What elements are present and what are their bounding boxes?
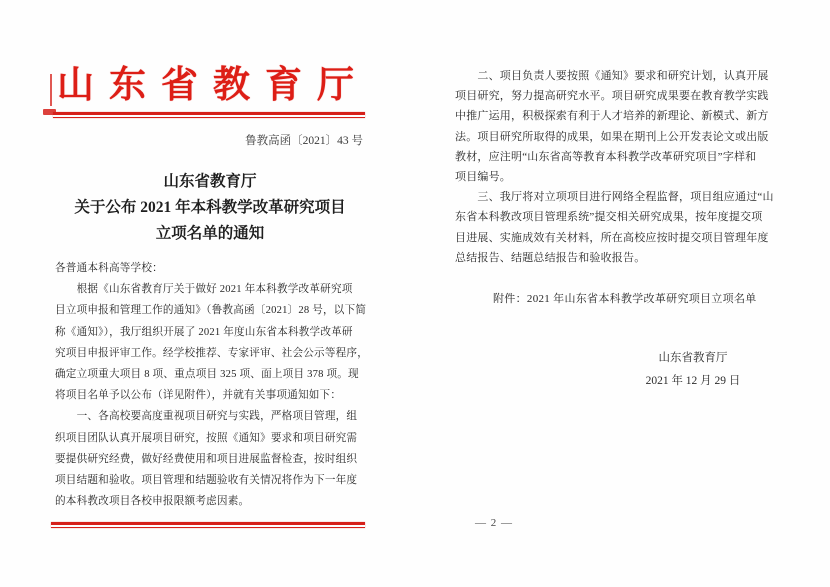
body-line: 总结报告、结题总结报告和验收报告。 xyxy=(455,251,646,264)
document-number: 鲁教高函〔2021〕43 号 xyxy=(245,135,363,147)
body-line: 二、项目负责人要按照《通知》要求和研究计划，认真开展 xyxy=(455,70,769,82)
page-number: — 2 — xyxy=(475,517,513,529)
body-line: 项目研究，努力提高研究水平。项目研究成果要在教育教学实践 xyxy=(455,90,769,103)
page-2 xyxy=(455,0,795,587)
body-line: 根据《山东省教育厅关于做好 2021 年本科教学改革研究项 xyxy=(55,284,353,296)
body-line: 的本科教改项目各校申报限额考虑因素。 xyxy=(55,496,250,508)
document-title-line-1: 山东省教育厅 xyxy=(163,173,257,190)
page-1 xyxy=(55,0,369,587)
body-line: 称《通知》），我厅组织开展了 2021 年度山东省本科教学改革研 xyxy=(55,326,353,338)
letterhead-double-rule xyxy=(53,112,365,118)
scan-artifact-line xyxy=(50,74,52,106)
body-line: 要提供研究经费，做好经费使用和项目进展监督检查，按时组织 xyxy=(55,453,358,465)
document-title xyxy=(45,169,375,247)
page-1-body xyxy=(55,258,369,512)
salutation: 各普通本科高等学校： xyxy=(55,263,163,274)
body-line: 教材，应注明“山东省高等教育本科教学改革研究项目”字样和 xyxy=(455,150,757,163)
signature-agency: 山东省教育厅 xyxy=(658,352,728,364)
signature-date: 2021 年 12 月 29 日 xyxy=(645,374,741,387)
footer-double-rule xyxy=(51,522,365,528)
body-line: 一、各高校要高度重视项目研究与实践，严格项目管理，组 xyxy=(55,411,358,423)
document-title-line-2: 关于公布 2021 年本科教学改革研究项目 xyxy=(74,199,346,216)
body-line: 法。项目研究所取得的成果，如果在期刊上公开发表论文或出版 xyxy=(455,130,769,143)
attachment-reference: 附件：2021 年山东省本科教学改革研究项目立项名单 xyxy=(493,293,757,305)
body-line: 中推广运用，积极探索有利于人才培养的新理论、新模式、新方 xyxy=(455,110,769,123)
body-line: 项目结题和验收。项目管理和结题验收有关情况将作为下一年度 xyxy=(55,475,358,487)
body-line: 三、我厅将对立项项目进行网络全程监督，项目组应通过“山 xyxy=(455,191,774,204)
body-line: 确定立项重大项目 8 项、重点项目 325 项、面上项目 378 项。现 xyxy=(55,369,359,381)
body-line: 目立项申报和管理工作的通知》（鲁教高函〔2021〕28 号，以下简 xyxy=(55,305,367,317)
body-line: 究项目申报评审工作。经学校推荐、专家评审、社会公示等程序， xyxy=(55,347,369,359)
body-line: 目进展、实施成效有关材料，所在高校应按时提交项目管理年度 xyxy=(455,231,769,244)
body-line: 项目编号。 xyxy=(455,171,511,184)
body-line: 将项目名单予以公布（详见附件），并就有关事项通知如下： xyxy=(55,390,342,402)
document-title-line-3: 立项名单的通知 xyxy=(155,225,265,242)
page-2-body xyxy=(455,66,795,268)
body-line: 东省本科教改项目管理系统”提交相关研究成果，按年度提交项 xyxy=(455,211,763,224)
letterhead-agency-name: 山东省教育厅 xyxy=(57,65,369,106)
body-line: 织项目团队认真开展项目研究，按照《通知》要求和项目研究需 xyxy=(55,432,358,444)
signature-block xyxy=(607,347,779,392)
